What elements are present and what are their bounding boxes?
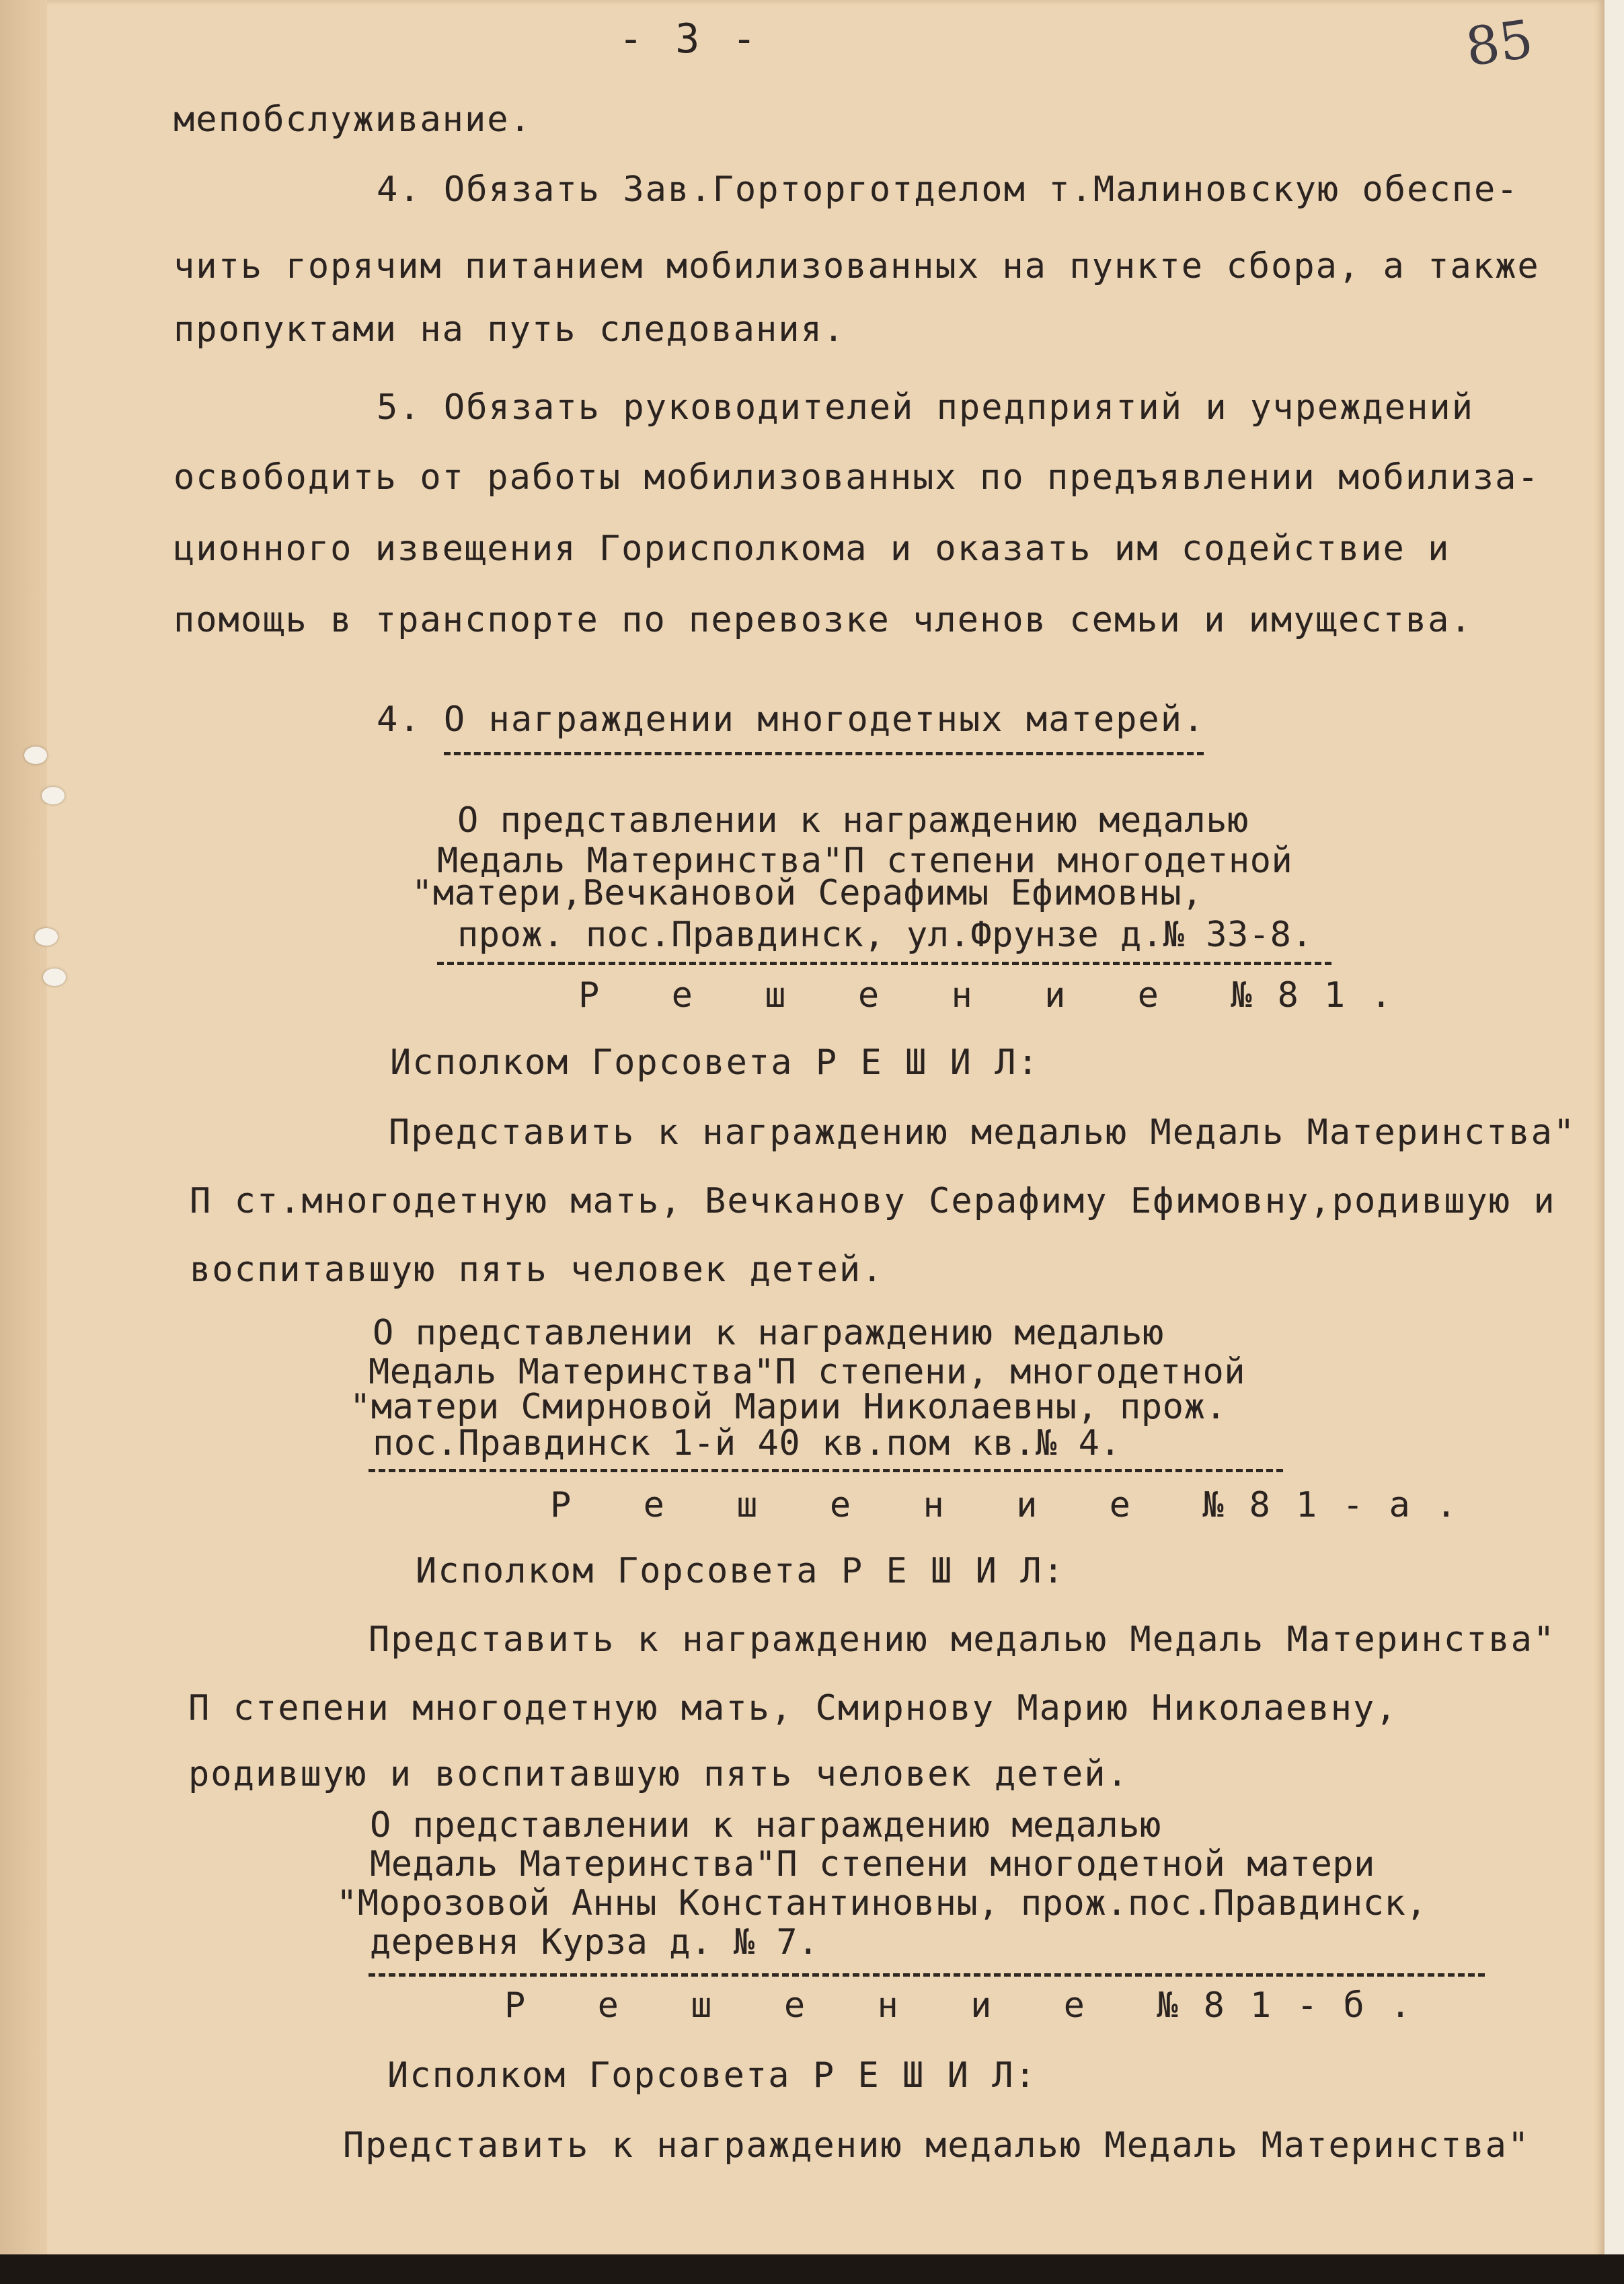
binding-hole <box>42 787 65 804</box>
binding-margin <box>0 0 47 2284</box>
subject-line: "матери Смирновой Марии Николаевны, прож. <box>350 1387 1227 1427</box>
body-line: воспитавшую пять человек детей. <box>190 1250 884 1290</box>
decision-number: Р е ш е н и е №81. <box>578 975 1418 1016</box>
body-line: Представить к награждению медалью Медаль Материнства" <box>343 2125 1531 2166</box>
binding-hole <box>24 747 47 764</box>
paragraph-line: 4. Обязать Зав.Горторготделом т.Малиновскую обеспе- <box>377 169 1519 210</box>
paragraph-line: 5. Обязать руководителей предприятий и учреждений <box>377 387 1475 428</box>
subject-line: "матери,Вечкановой Серафимы Ефимовны, <box>412 873 1203 913</box>
subject-underline <box>437 962 1331 965</box>
subject-underline <box>369 1973 1485 1977</box>
subject-line: деревня Курза д. № 7. <box>370 1922 819 1963</box>
body-line: Представить к награждению медалью Медаль Материнства" <box>389 1112 1576 1153</box>
paragraph-line: помощь в транспорте по перевозке членов семьи и имущества. <box>173 600 1473 640</box>
decision-number: Р е ш е н и е №81-б. <box>504 1985 1437 2026</box>
subject-underline <box>369 1469 1283 1472</box>
body-line: Представить к награждению медалью Медаль Материнства" <box>369 1620 1556 1660</box>
page-number: - 3 - <box>619 15 761 63</box>
scan-bottom-edge <box>0 2254 1624 2284</box>
subject-line: Медаль Материнства"П степени многодетной <box>437 841 1293 881</box>
body-line: П ст.многодетную мать, Вечканову Серафиму Ефимовну,родившую и <box>190 1181 1556 1221</box>
paragraph-line: мепобслуживание. <box>173 100 532 140</box>
decision-number: Р е ш е н и е №81-а. <box>550 1485 1483 1525</box>
paragraph-line: чить горячим питанием мобилизованных на пункте сбора, а также <box>173 246 1540 287</box>
subject-line: "Морозовой Анны Константиновны, прож.пос.Правдинск, <box>336 1883 1428 1924</box>
subject-line: О представлении к награждению медалью <box>457 800 1249 841</box>
subject-line: О представлении к награждению медалью <box>370 1805 1161 1845</box>
paragraph-line: ционного извещения Горисполкома и оказать им содействие и <box>173 529 1451 569</box>
subject-line: О представлении к награждению медалью <box>373 1313 1164 1353</box>
resolved-line: Исполком Горсовета Р Е Ш И Л: <box>387 2055 1037 2096</box>
heading-underline <box>444 752 1204 755</box>
binding-hole <box>43 968 66 986</box>
paragraph-line: освободить от работы мобилизованных по предъявлении мобилиза- <box>173 457 1540 498</box>
subject-line: пос.Правдинск 1-й 40 кв.пом кв.№ 4. <box>373 1423 1122 1463</box>
subject-line: Медаль Материнства"П степени, многодетной <box>369 1352 1246 1392</box>
subject-line: Медаль Материнства"П степени многодетной матери <box>370 1844 1375 1885</box>
resolved-line: Исполком Горсовета Р Е Ш И Л: <box>390 1042 1040 1083</box>
binding-hole <box>35 928 58 946</box>
resolved-line: Исполком Горсовета Р Е Ш И Л: <box>416 1551 1065 1591</box>
archive-folio-number: 85 <box>1462 9 1537 79</box>
paragraph-line: пропуктами на путь следования. <box>173 309 846 350</box>
section-heading: 4. О награждении многодетных матерей. <box>377 699 1206 740</box>
body-line: П степени многодетную мать, Смирнову Марию Николаевну, <box>188 1688 1398 1728</box>
subject-line: прож. пос.Правдинск, ул.Фрунзе д.№ 33-8. <box>457 915 1313 955</box>
body-line: родившую и воспитавшую пять человек детей. <box>188 1754 1129 1794</box>
